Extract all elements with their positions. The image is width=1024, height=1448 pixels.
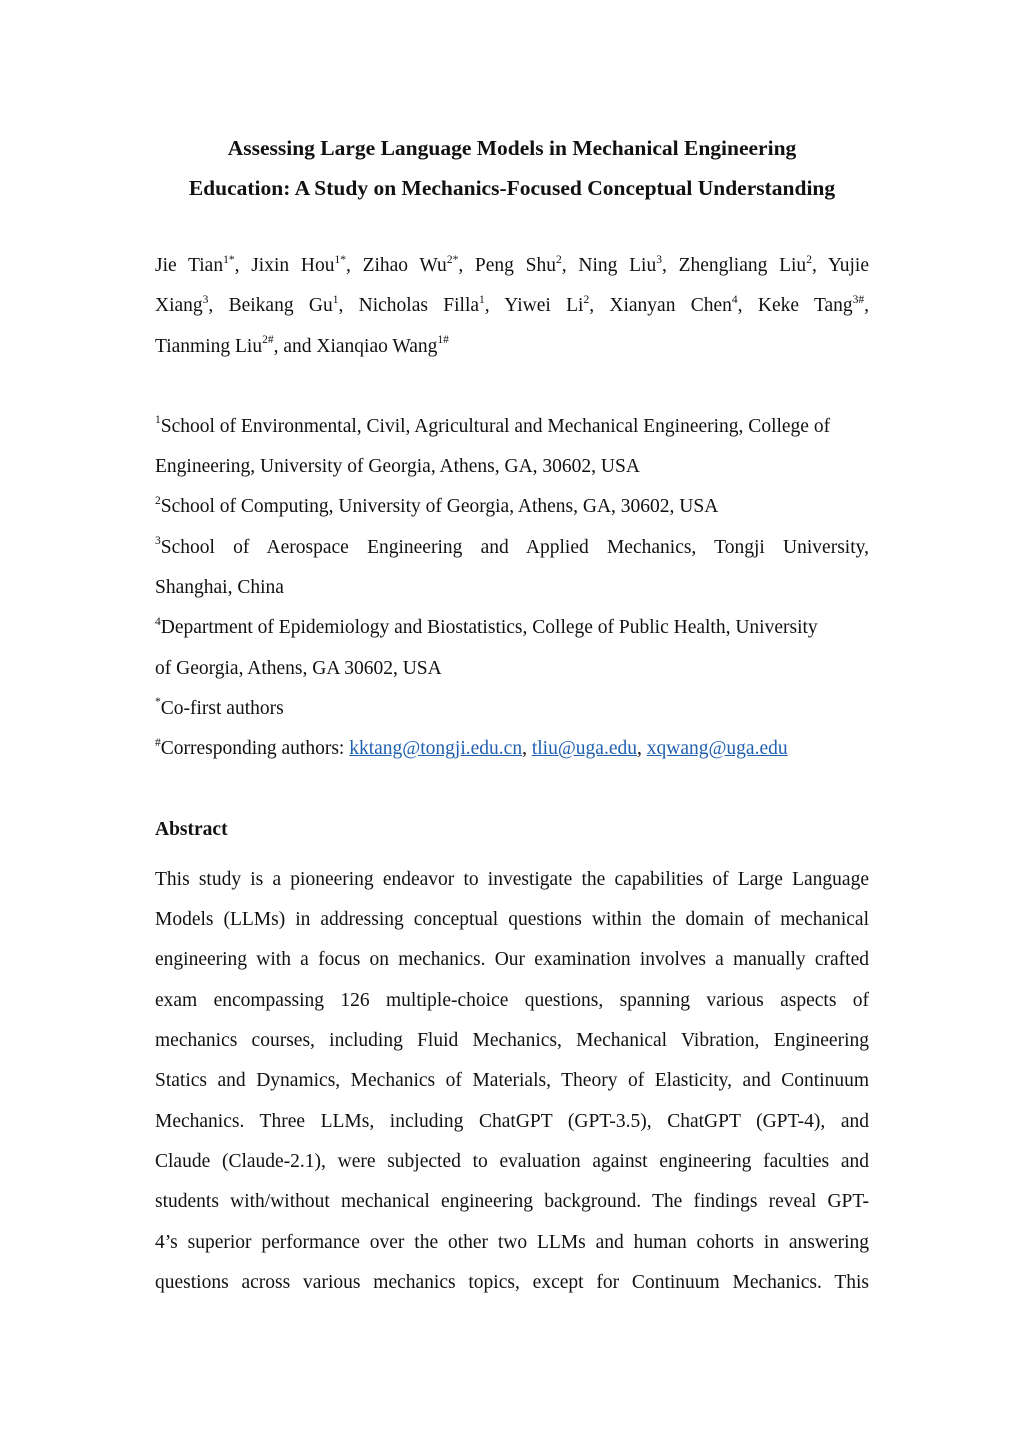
cofirst-mark: * bbox=[155, 696, 161, 709]
affiliation-list bbox=[155, 407, 869, 770]
author-affil-mark: 1* bbox=[223, 253, 235, 266]
author-name: Beikang Gu bbox=[228, 295, 333, 317]
abstract-line: Models (LLMs) in addressing conceptual questions within the domain of mechanical bbox=[155, 909, 869, 931]
affiliation-mark: 1 bbox=[155, 414, 161, 427]
author-affil-mark: 2 bbox=[583, 293, 590, 306]
author-name: Keke Tang bbox=[757, 295, 853, 317]
author-name: Peng Shu bbox=[474, 255, 557, 276]
author-affil-mark: 2# bbox=[262, 334, 274, 347]
author-affil-mark: 3 bbox=[656, 253, 662, 266]
affiliation-4-line-1 bbox=[155, 608, 869, 648]
affiliation-text: of Georgia, Athens, GA 30602, USA bbox=[155, 657, 442, 679]
corresponding-note: #Corresponding authors: kktang@tongji.edu.cn, tliu@uga.edu, xqwang@uga.edu bbox=[155, 736, 788, 760]
abstract-line: students with/without mechanical engineering background. The findings reveal GPT- bbox=[155, 1191, 869, 1213]
author-line-1: Jie Tian$^{1*}$, Jixin Hou$^{1*}$, Zihao $Wu^{2*}$, Peng Shu$^2$, Ning Liu$^3$, Zhengliang Liu$^2$, Yujie bbox=[155, 253, 869, 276]
author-affil-mark: 2* bbox=[446, 253, 459, 266]
affiliation-1-line-2 bbox=[155, 447, 869, 487]
abstract-line: Mechanics. Three LLMs, including ChatGPT (GPT-3.5), ChatGPT (GPT-4), and bbox=[155, 1110, 869, 1132]
abstract-body bbox=[155, 860, 869, 1303]
author-affil-mark: 1# bbox=[437, 334, 449, 347]
affiliation-text: School of Computing, University of Georgia, Athens, GA, 30602, USA bbox=[160, 496, 719, 518]
affiliation-4-line-2 bbox=[155, 649, 869, 689]
corresponding-label: Corresponding authors: bbox=[160, 738, 350, 760]
abstract-line: mechanics courses, including Fluid Mechanics, Mechanical Vibration, Engineering bbox=[155, 1030, 869, 1052]
email-link-kktang[interactable]: kktang@tongji.edu.cn bbox=[349, 738, 523, 760]
author-conjunction: and bbox=[283, 335, 312, 357]
author-affil-mark: 1 bbox=[479, 293, 485, 306]
author-name-part: Xiang bbox=[155, 295, 203, 317]
author-affil-mark: 1 bbox=[332, 293, 339, 306]
abstract-line: exam encompassing 126 multiple-choice questions, spanning various aspects of bbox=[155, 989, 869, 1011]
affiliation-text: School of Aerospace Engineering and Applied Mechanics, Tongji University, bbox=[160, 536, 869, 558]
affiliation-3-line-1 bbox=[155, 528, 869, 568]
email-link-xqwang[interactable]: xqwang@uga.edu bbox=[646, 738, 788, 760]
author-affil-mark: 4 bbox=[731, 293, 738, 306]
title-line-1: Assessing Large Language Models in Mechanical Engineering bbox=[227, 136, 797, 160]
author-line-3: Tianming Liu$^{2\#}$, and Xianqiao Wang$^{1\#}$ bbox=[155, 334, 449, 357]
affiliation-3-line-2 bbox=[155, 568, 869, 608]
affiliation-mark: 2 bbox=[155, 494, 161, 507]
affiliation-text: Shanghai, China bbox=[155, 577, 284, 599]
corresponding-mark: # bbox=[155, 736, 161, 749]
title-line-2: Education: A Study on Mechanics-Focused Conceptual Understanding bbox=[188, 176, 836, 200]
abstract-line: questions across various mechanics topics, except for Continuum Mechanics. This bbox=[155, 1271, 869, 1293]
abstract-line: 4’s superior performance over the other two LLMs and human cohorts in answering bbox=[155, 1231, 869, 1253]
affiliation-mark: 4 bbox=[155, 615, 161, 628]
author-name-part: Yujie bbox=[827, 255, 869, 276]
author-affil-mark: 3# bbox=[852, 293, 865, 306]
author-list bbox=[155, 246, 869, 367]
author-affil-mark: 2 bbox=[806, 253, 812, 266]
author-name: Tianming Liu bbox=[155, 335, 263, 357]
abstract-line: Statics and Dynamics, Mechanics of Materials, Theory of Elasticity, and Continuum bbox=[155, 1070, 869, 1092]
affiliation-2 bbox=[155, 487, 869, 527]
author-affil-mark: 1* bbox=[334, 253, 346, 266]
author-name: Zhengliang Liu bbox=[678, 255, 807, 276]
author-affil-mark: 2 bbox=[556, 253, 562, 266]
author-affil-mark: 3 bbox=[202, 293, 209, 306]
author-name: Zihao Wu bbox=[362, 255, 447, 276]
abstract-line: engineering with a focus on mechanics. Our examination involves a manually crafted bbox=[155, 949, 869, 971]
email-link-tliu[interactable]: tliu@uga.edu bbox=[531, 738, 637, 760]
affiliation-text: Engineering, University of Georgia, Athens, GA, 30602, USA bbox=[155, 456, 640, 478]
author-name: Xianqiao Wang bbox=[316, 335, 438, 357]
affiliation-1-line-1 bbox=[155, 407, 869, 447]
author-name: Nicholas Filla bbox=[358, 295, 480, 317]
author-line-2: Xiang$^3$, Beikang Gu$^1$, Nicholas Filla$^1$, Yiwei Li$^2$, Xianyan Chen$^4$, Keke Tang$^{3\#}$, bbox=[155, 293, 870, 317]
cofirst-text: Co-first authors bbox=[160, 697, 284, 719]
affiliation-mark: 3 bbox=[155, 535, 161, 548]
author-name: Xianyan Chen bbox=[609, 295, 732, 317]
affiliation-text: Department of Epidemiology and Biostatistics, College of Public Health, University bbox=[160, 617, 818, 639]
affiliation-text: School of Environmental, Civil, Agricultural and Mechanical Engineering, College of bbox=[160, 415, 831, 437]
author-name: Ning Liu bbox=[578, 255, 657, 276]
author-name: Jixin Hou bbox=[251, 255, 335, 276]
paper-page bbox=[155, 128, 869, 1303]
cofirst-note bbox=[155, 689, 869, 729]
abstract-line: Claude (Claude-2.1), were subjected to evaluation against engineering faculties and bbox=[155, 1150, 869, 1172]
abstract-heading: Abstract bbox=[155, 818, 228, 840]
author-name: Jie Tian bbox=[155, 255, 224, 276]
paper-title bbox=[155, 128, 869, 208]
abstract-line: This study is a pioneering endeavor to investigate the capabilities of Large Language bbox=[155, 868, 869, 890]
author-name: Yiwei Li bbox=[504, 295, 584, 317]
